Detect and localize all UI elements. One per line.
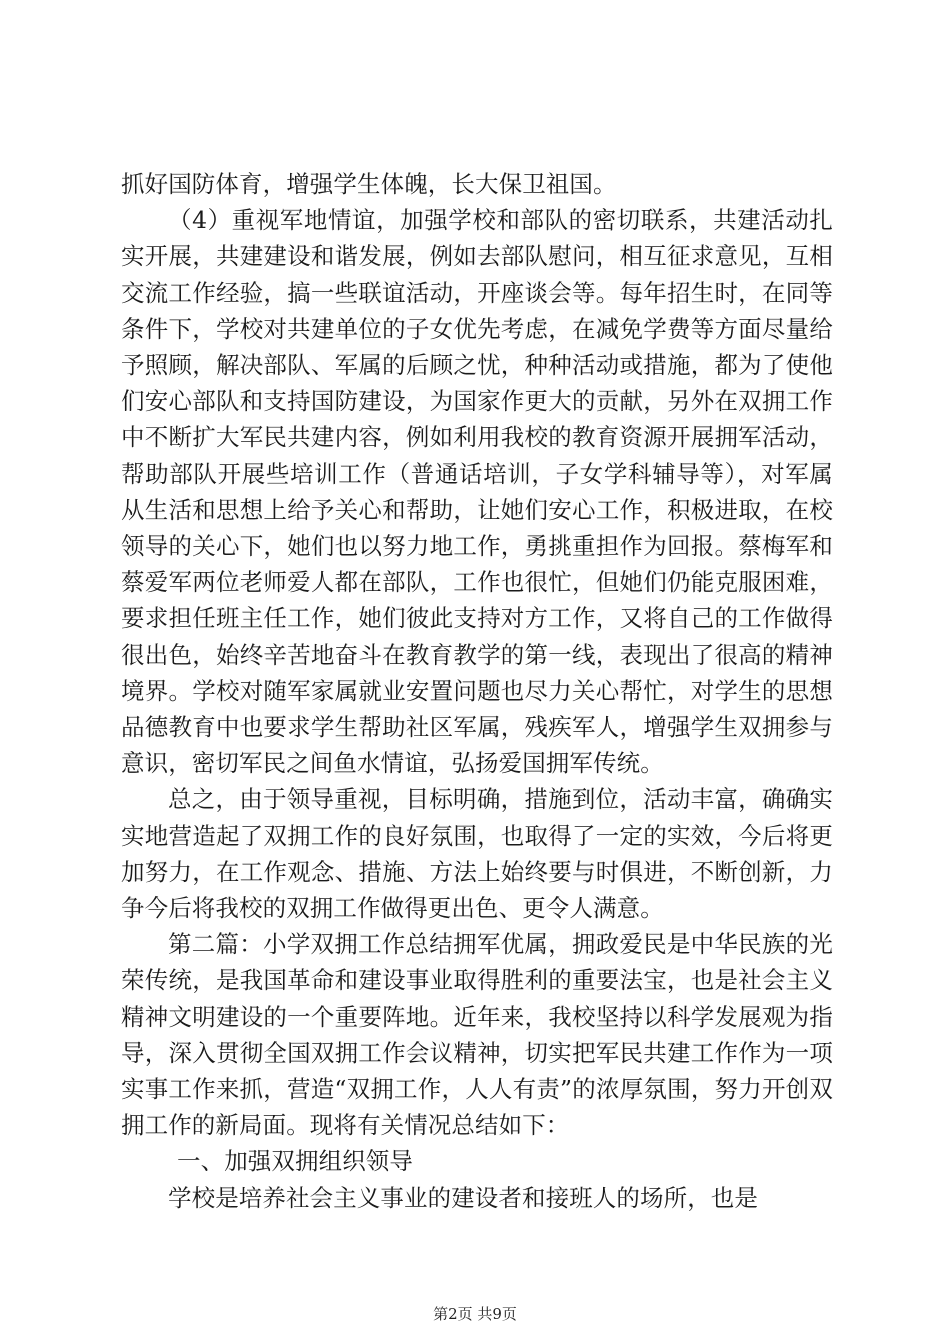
document-body [121, 166, 833, 1216]
paragraph-second-article: 第二篇：小学双拥工作总结拥军优属，拥政爱民是中华民族的光荣传统，是我国革命和建设事业取得胜利的重要法宝，也是社会主义精神文明建设的一个重要阵地。近年来，我校坚持以科学发展观为指导，深入贯彻全国双拥工作会议精神，切实把军民共建工作作为一项实事工作来抓，营造“双拥工作，人人有责”的浓厚氛围，努力开创双拥工作的新局面。现将有关情况总结如下： [121, 930, 833, 1140]
paragraph-continuation: 抓好国防体育，增强学生体魄，长大保卫祖国。 [121, 170, 617, 198]
paragraph-section-start: 学校是培养社会主义事业的建设者和接班人的场所，也是 [168, 1183, 758, 1212]
paragraph-item-4: （4）重视军地情谊，加强学校和部队的密切联系，共建活动扎实开展，共建建设和谐发展，例如去部队慰问，相互征求意见，互相交流工作经验，搞一些联谊活动，开座谈会等。每年招生时，在同等条件下，学校对共建单位的子女优先考虑，在减免学费等方面尽量给予照顾，解决部队、军属的后顾之忧，种种活动或措施，都为了使他们安心部队和支持国防建设，为国家作更大的贡献，另外在双拥工作中不断扩大军民共建内容，例如利用我校的教育资源开展拥军活动，帮助部队开展些培训工作（普通话培训，子女学科辅导等），对军属从生活和思想上给予关心和帮助，让她们安心工作，积极进取，在校领导的关心下，她们也以努力地工作，勇挑重担作为回报。蔡梅军和蔡爱军两位老师爱人都在部队，工作也很忙，但她们仍能克服困难，要求担任班主任工作，她们彼此支持对方工作，又将自己的工作做得很出色，始终辛苦地奋斗在教育教学的第一线，表现出了很高的精神境界。学校对随军家属就业安置问题也尽力关心帮忙，对学生的思想品德教育中也要求学生帮助社区军属，残疾军人，增强学生双拥参与意识，密切军民之间鱼水情谊，弘扬爱国拥军传统。 [121, 206, 833, 778]
section-heading: 一、加强双拥组织领导 [177, 1147, 413, 1176]
paragraph-summary: 总之，由于领导重视，目标明确，措施到位，活动丰富，确确实实地营造起了双拥工作的良好氛围，也取得了一定的实效，今后将更加努力，在工作观念、措施、方法上始终要与时俱进，不断创新，力争今后将我校的双拥工作做得更出色、更令人满意。 [121, 785, 833, 923]
page-footer: 第2页 共9页 [433, 1305, 517, 1323]
